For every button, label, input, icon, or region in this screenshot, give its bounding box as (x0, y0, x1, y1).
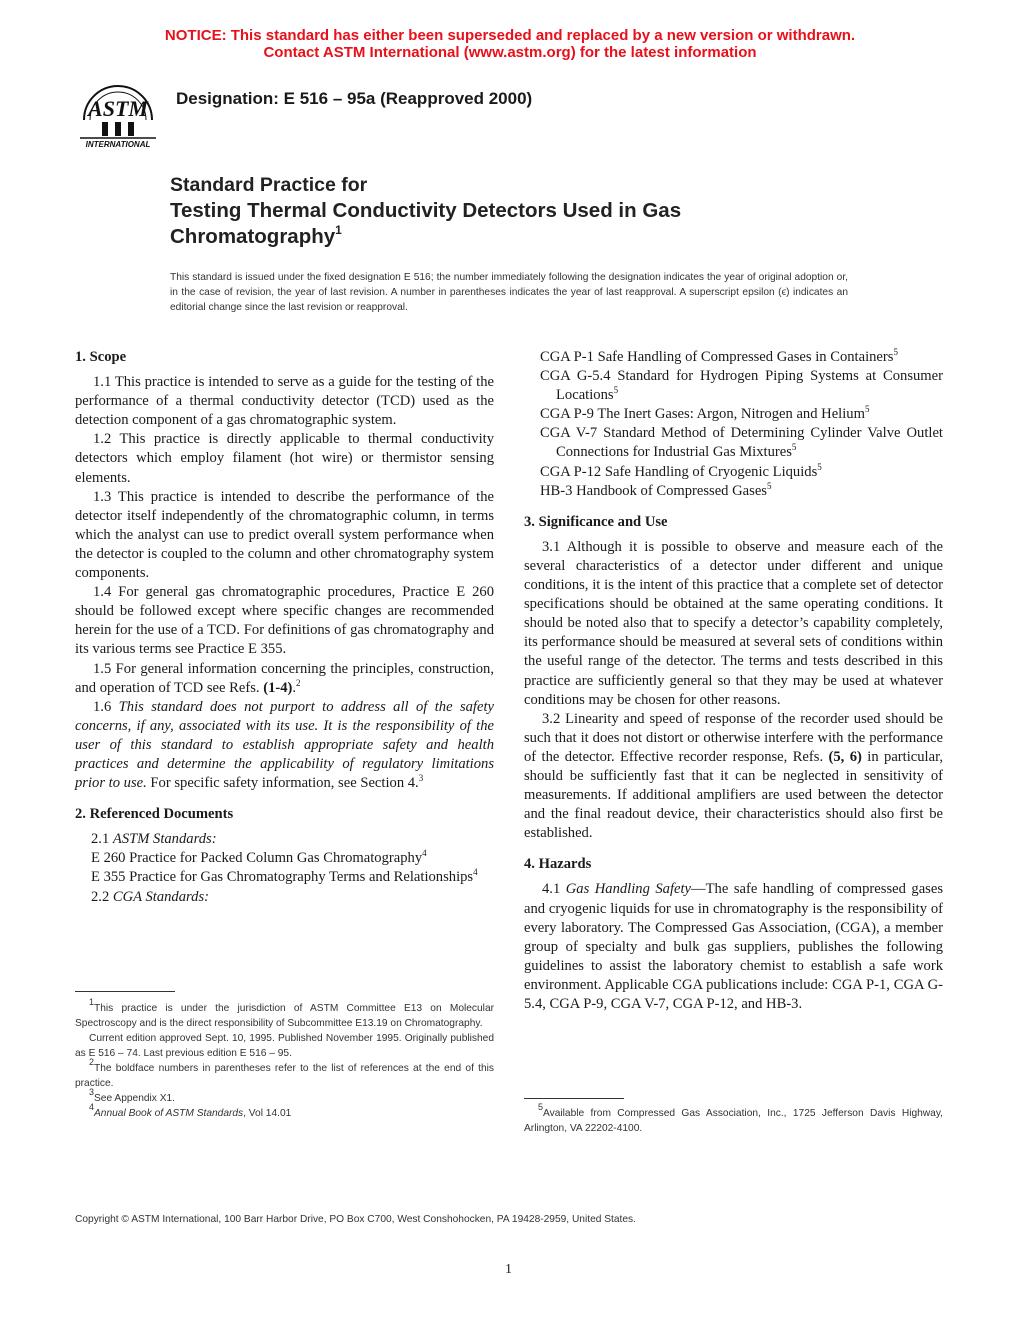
footnote-2-mark: 2 (89, 1057, 95, 1067)
footnote-1-text: This practice is under the jurisdiction of ASTM Committee E13 on Molecular Spectroscopy and is the direct responsibility of Subcommittee E13.19 on Chromatography. (75, 1003, 494, 1029)
copyright-line: Copyright © ASTM International, 100 Barr Harbor Drive, PO Box C700, West Conshohocken, PA 19428-2959, United States. (75, 1214, 636, 1225)
section-2-heading: 2. Referenced Documents (75, 806, 234, 823)
logo-text: ASTM (88, 96, 148, 121)
footnote-ref-4a: 4 (422, 848, 427, 859)
reference-e355 (75, 868, 494, 887)
section-3-significance (524, 513, 943, 844)
issuance-note: This standard is issued under the fixed designation E 516; the number immediately following the designation indicates the year of original adoption or, in the case of revision, the year of last revision. A number in parentheses indicates the year of last reapproval. A superscript epsilon (ϵ) indicates an editorial change since the last revision or reapproval. (170, 272, 848, 313)
section-1-heading: 1. Scope (75, 349, 127, 365)
title-line-2-text: Chromatography (170, 225, 336, 248)
footnotes-left (75, 997, 494, 1121)
footnote-rule-left (75, 991, 175, 992)
reference-cga-p12-text: CGA P-12 Safe Handling of Cryogenic Liquids (540, 463, 818, 480)
para-1-5-text: 1.5 For general information concerning the principles, construction, and operation of TCD see Refs. (75, 660, 494, 696)
para-4-1 (524, 880, 943, 1014)
subsection-2-2-title: CGA Standards: (112, 888, 209, 905)
footnote-ref-5f: 5 (766, 480, 772, 491)
footnote-ref-5c: 5 (864, 404, 870, 415)
subsection-2-1-title: ASTM Standards: (112, 831, 217, 848)
footnote-2 (75, 1057, 494, 1091)
footnote-rule-right (524, 1098, 624, 1099)
para-3-1: 3.1 Although it is possible to observe and measure each of the several characteristics of a detector under different and unique conditions, it is the intent of this practice that a complete set of detector specifications should be obtained at the same operating conditions. It should be noted also that to specify a detector’s capability completely, its performance should be measured at several sets of conditions within the useful range of the detector. The terms and tests described in this practice are sufficiently general so that they may be used at whatever conditions may be chosen for other reasons. (524, 538, 943, 708)
para-1-4: 1.4 For general gas chromatographic procedures, Practice E 260 should be followed except where specific changes are recommended herein for the use of a TCD. For definitions of gas chromatography and its various terms see Practice E 355. (75, 584, 494, 658)
subsection-2-1-number: 2.1 (91, 831, 110, 848)
footnote-ref-3: 3 (418, 773, 424, 784)
designation: Designation: E 516 – 95a (Reapproved 2000) (176, 89, 533, 108)
footnote-4-book: Annual Book of ASTM Standards (94, 1108, 244, 1119)
section-4-heading: 4. Hazards (524, 856, 592, 873)
para-3-2 (524, 710, 943, 844)
para-4-1-text: —The safe handling of compressed gases and cryogenic liquids for use in chromatography is the responsibility of every laboratory. The Compressed Gas Association, (CGA), a member group of specialty and bulk gas suppliers, publishes the following guidelines to assist the laboratory chemist to establish a safe work environment. Applicable CGA publications include: CGA P-1, CGA G-5.4, CGA P-9, CGA V-7, CGA P-12, and HB-3. (524, 881, 944, 1012)
reference-hb3 (524, 482, 943, 501)
astm-logo (74, 76, 162, 150)
reference-cga-p1 (524, 348, 943, 367)
logo-subtext: INTERNATIONAL (85, 140, 151, 149)
footnote-1-edition: Current edition approved Sept. 10, 1995. Published November 1995. Originally published as E 516 – 74. Last previous edition E 516 – 95. (75, 1033, 494, 1059)
cga-standards-subheading (75, 888, 494, 907)
footnote-ref-5b: 5 (613, 385, 619, 396)
para-4-1-title: Gas Handling Safety (565, 881, 692, 898)
footnote-2-text: The boldface numbers in parentheses refer to the list of references at the end of this practice. (75, 1063, 494, 1089)
section-2-referenced-documents (75, 805, 494, 906)
reference-cga-p12 (524, 463, 943, 482)
title-footnote-ref: 1 (335, 223, 342, 237)
section-1-scope (75, 348, 494, 793)
footnote-5 (524, 1102, 943, 1136)
para-1-1: 1.1 This practice is intended to serve as a guide for the testing of the performance of a thermal conductivity detector (TCD) used as the detection component of a gas chromatographic system. (75, 374, 494, 429)
footnote-3-text: See Appendix X1. (94, 1093, 176, 1104)
section-3-heading: 3. Significance and Use (524, 513, 668, 530)
footnote-ref-5a: 5 (893, 347, 898, 357)
para-1-6-number: 1.6 (93, 698, 112, 715)
reference-e355-text: E 355 Practice for Gas Chromatography Terms and Relationships (91, 869, 474, 886)
document-title (170, 198, 870, 250)
astm-standards-subheading (75, 830, 494, 849)
para-1-6 (75, 698, 494, 793)
footnote-5-text: Available from Compressed Gas Association, Inc., 1725 Jefferson Davis Highway, Arlington, VA 22202-4100. (524, 1108, 943, 1134)
reference-hb3-text: HB-3 Handbook of Compressed Gases (540, 482, 767, 499)
footnote-4-volume: , Vol 14.01 (243, 1108, 292, 1119)
para-1-2: 1.2 This practice is directly applicable to thermal conductivity detectors which employ filament (hot wire) or thermistor sensing elements. (75, 431, 494, 486)
astm-logo-mark (74, 76, 162, 150)
footnote-ref-5e: 5 (817, 461, 822, 472)
para-1-5-refs: (1-4) (263, 679, 293, 696)
footnote-1 (75, 997, 494, 1031)
para-4-1-number: 4.1 (542, 881, 561, 898)
reference-cga-p1-text: CGA P-1 Safe Handling of Compressed Gases in Containers (540, 349, 894, 365)
left-column (75, 348, 494, 919)
reference-cga-g54 (524, 367, 943, 405)
para-3-2-text-end: in particular, should be sufficiently fast that it can be neglected in sensitivity of measurements. If additional amplifiers are used between the detector and the final readout device, their characteristics should also first be established. (524, 748, 943, 842)
notice-line-1: NOTICE: This standard has either been superseded and replaced by a new version or withdrawn. (164, 27, 856, 44)
reference-e260-text: E 260 Practice for Packed Column Gas Chromatography (91, 850, 423, 867)
cga-reference-list (524, 348, 943, 501)
footnote-1-mark: 1 (89, 997, 95, 1007)
reference-cga-p9-text: CGA P-9 The Inert Gases: Argon, Nitrogen and Helium (540, 406, 865, 423)
para-1-3: 1.3 This practice is intended to describe the performance of the detector itself independently of the chromatographic column, in terms which the analyst can use to predict overall system performance when the detector is coupled to the column and other chromatography system components. (75, 488, 494, 582)
footnote-4 (75, 1102, 494, 1121)
para-1-6-text: For specific safety information, see Section 4. (150, 775, 419, 792)
notice-line-2: Contact ASTM International (www.astm.org) for the latest information (263, 44, 757, 61)
title-line-1: Testing Thermal Conductivity Detectors Used in Gas (170, 199, 682, 222)
footnote-ref-5d: 5 (791, 442, 797, 453)
para-3-2-text: 3.2 Linearity and speed of response of the recorder used should be such that it does not distort or otherwise interfere with the performance of the detector. Effective recorder response, Refs. (524, 710, 943, 765)
para-3-2-refs: (5, 6) (828, 748, 862, 765)
para-1-5-end: . (292, 679, 297, 696)
footnote-5-mark: 5 (538, 1102, 544, 1112)
para-1-6-safety-caveat: This standard does not purport to address all of the safety concerns, if any, associated with its use. It is the responsibility of the user of this standard to establish appropriate safety and health practices and determine the applicability of regulatory limitations prior to use. (75, 698, 494, 792)
withdrawal-notice (0, 27, 1020, 61)
title-prefix: Standard Practice for (170, 174, 368, 196)
reference-cga-p9 (524, 405, 943, 424)
page-number: 1 (505, 1262, 512, 1277)
footnote-3-mark: 3 (89, 1087, 95, 1097)
footnote-3 (75, 1087, 494, 1106)
para-1-5 (75, 660, 494, 698)
footnotes-right (524, 1102, 943, 1136)
footnote-4-mark: 4 (89, 1102, 95, 1112)
reference-cga-v7 (524, 424, 943, 462)
title-line-2 (170, 224, 870, 250)
reference-cga-v7-text: CGA V-7 Standard Method of Determining Cylinder Valve Outlet Connections for Industrial Gas Mixtures (540, 425, 943, 461)
subsection-2-2-number: 2.2 (91, 888, 110, 905)
section-4-hazards (524, 855, 943, 1014)
reference-cga-g54-text: CGA G-5.4 Standard for Hydrogen Piping Systems at Consumer Locations (540, 368, 943, 404)
footnote-ref-4b: 4 (473, 867, 478, 878)
reference-e260 (75, 849, 494, 868)
footnote-ref-2: 2 (296, 677, 301, 688)
right-column (524, 348, 943, 1026)
